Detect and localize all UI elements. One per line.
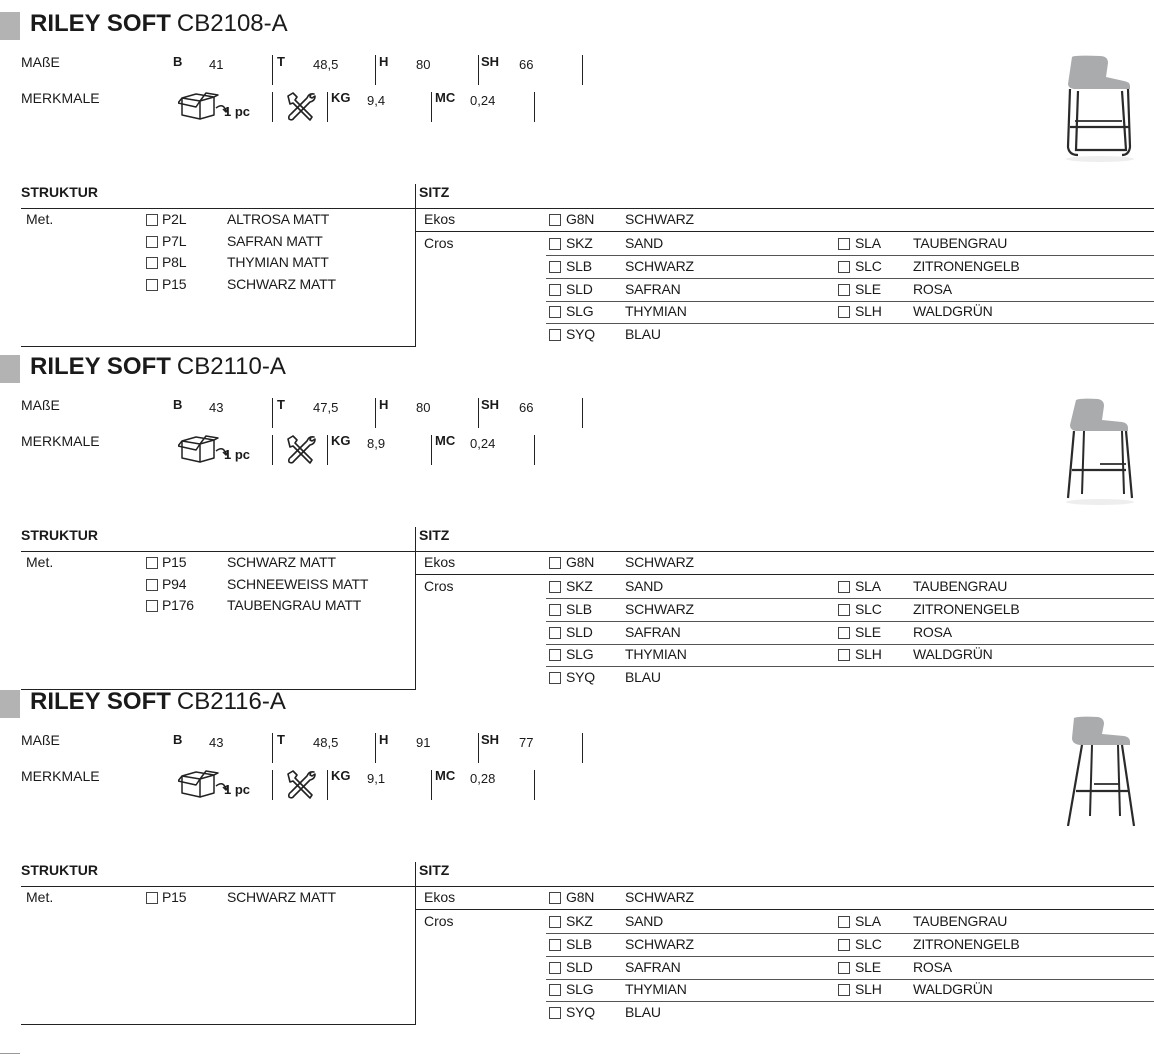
seat-name: WALDGRÜN xyxy=(913,303,993,320)
dim-label-t: T xyxy=(277,397,285,412)
structure-code: P15 xyxy=(162,889,187,905)
seat-code: SLB xyxy=(566,257,592,274)
seat-checkbox[interactable] xyxy=(838,284,850,296)
seat-checkbox[interactable] xyxy=(838,581,850,593)
seat-code: SLE xyxy=(855,623,881,640)
seat-name: BLAU xyxy=(625,669,661,686)
seat-code: G8N xyxy=(566,554,595,570)
kg-value: 9,1 xyxy=(367,771,386,786)
dim-value-sh: 77 xyxy=(519,735,534,750)
dim-value-b: 43 xyxy=(209,400,224,415)
product-name: RILEY SOFT xyxy=(30,353,171,380)
divider xyxy=(478,398,479,428)
seat-name: THYMIAN xyxy=(625,981,687,998)
cros-label: Cros xyxy=(424,913,454,929)
product-title xyxy=(30,10,288,38)
kg-label: KG xyxy=(331,768,351,783)
divider xyxy=(272,398,273,428)
seat-name: THYMIAN xyxy=(625,646,687,663)
struktur-heading: STRUKTUR xyxy=(21,527,98,543)
masse-label: MAßE xyxy=(21,397,60,413)
seat-code: SLA xyxy=(855,913,881,929)
divider xyxy=(582,55,583,85)
ekos-label: Ekos xyxy=(424,211,456,227)
structure-code: P15 xyxy=(162,275,187,292)
seat-code: SLG xyxy=(566,303,594,320)
seat-checkbox[interactable] xyxy=(549,916,561,928)
divider xyxy=(272,435,273,465)
structure-name: SCHNEEWEISS MATT xyxy=(227,575,369,592)
dim-label-sh: SH xyxy=(481,397,500,412)
divider xyxy=(431,435,432,465)
seat-name: ZITRONENGELB xyxy=(913,257,1020,274)
structure-code: P8L xyxy=(162,254,187,270)
seat-name: TAUBENGRAU xyxy=(913,913,1008,929)
seat-code: SLH xyxy=(855,303,882,320)
row-rule xyxy=(546,933,1154,934)
divider xyxy=(272,770,273,800)
seat-name: WALDGRÜN xyxy=(913,646,993,663)
bar-stool-icon xyxy=(1060,55,1140,165)
structure-material: Met. xyxy=(26,211,54,227)
product-section xyxy=(0,690,1154,1030)
seat-code: SLE xyxy=(855,280,881,297)
divider xyxy=(431,92,432,122)
kg-label: KG xyxy=(331,90,351,105)
seat-code: SYQ xyxy=(566,669,595,686)
seat-code: SLD xyxy=(566,623,593,640)
mc-label: MC xyxy=(435,90,456,105)
product-code: CB2110-A xyxy=(176,353,286,380)
seat-name: THYMIAN xyxy=(625,303,687,320)
seat-name: SAND xyxy=(625,235,664,251)
table-header-rule xyxy=(416,886,1154,887)
divider xyxy=(327,435,328,465)
dim-label-b: B xyxy=(173,732,183,747)
seat-code: SLD xyxy=(566,958,593,975)
ekos-label: Ekos xyxy=(424,889,456,905)
structure-name: SAFRAN MATT xyxy=(227,232,323,249)
divider xyxy=(582,733,583,763)
package-count: 1 pc xyxy=(224,104,251,119)
box-icon xyxy=(178,88,228,122)
product-code: CB2108-A xyxy=(176,10,288,37)
structure-checkbox[interactable] xyxy=(146,600,158,612)
tools-icon xyxy=(284,434,318,466)
divider xyxy=(478,55,479,85)
tools-icon xyxy=(284,769,318,801)
seat-code: SLG xyxy=(566,981,594,998)
seat-checkbox[interactable] xyxy=(549,214,561,226)
kg-label: KG xyxy=(331,433,351,448)
merkmale-label: MERKMALE xyxy=(21,90,100,106)
seat-checkbox[interactable] xyxy=(838,238,850,250)
seat-name: SAFRAN xyxy=(625,958,681,975)
seat-code: SYQ xyxy=(566,326,595,343)
dim-value-h: 80 xyxy=(416,57,431,72)
seat-code: SLC xyxy=(855,257,882,274)
structure-name: SCHWARZ MATT xyxy=(227,554,336,570)
divider xyxy=(478,733,479,763)
page-footer-rule xyxy=(0,1053,20,1054)
struktur-heading: STRUKTUR xyxy=(21,184,98,200)
struktur-heading: STRUKTUR xyxy=(21,862,98,878)
table-header-rule xyxy=(416,208,1154,209)
seat-name: TAUBENGRAU xyxy=(913,235,1008,251)
seat-checkbox[interactable] xyxy=(549,557,561,569)
structure-code: P94 xyxy=(162,575,187,592)
row-rule xyxy=(546,979,1154,980)
dim-value-t: 48,5 xyxy=(313,735,339,750)
dim-label-h: H xyxy=(379,397,389,412)
structure-name: TAUBENGRAU MATT xyxy=(227,597,362,613)
mc-value: 0,24 xyxy=(470,436,496,451)
column-divider xyxy=(415,184,416,346)
seat-name: SAND xyxy=(625,913,664,929)
seat-name: WALDGRÜN xyxy=(913,981,993,998)
structure-name: SCHWARZ MATT xyxy=(227,275,336,292)
row-rule xyxy=(546,1001,1154,1002)
seat-code: SLB xyxy=(566,600,592,617)
divider xyxy=(272,55,273,85)
dim-label-h: H xyxy=(379,54,389,69)
seat-checkbox[interactable] xyxy=(838,962,850,974)
seat-checkbox[interactable] xyxy=(838,627,850,639)
product-name: RILEY SOFT xyxy=(30,10,171,37)
seat-checkbox[interactable] xyxy=(549,962,561,974)
seat-name: TAUBENGRAU xyxy=(913,578,1008,594)
mc-value: 0,24 xyxy=(470,93,496,108)
seat-code: G8N xyxy=(566,211,595,227)
product-title xyxy=(30,688,286,716)
structure-name: SCHWARZ MATT xyxy=(227,889,336,905)
seat-checkbox[interactable] xyxy=(549,939,561,951)
seat-checkbox[interactable] xyxy=(549,672,561,684)
sitz-heading: SITZ xyxy=(419,184,450,200)
seat-checkbox[interactable] xyxy=(549,892,561,904)
mc-value: 0,28 xyxy=(470,771,496,786)
seat-code: SKZ xyxy=(566,913,593,929)
structure-code: P7L xyxy=(162,232,187,249)
divider xyxy=(272,92,273,122)
divider xyxy=(534,770,535,800)
seat-name: BLAU xyxy=(625,1004,661,1021)
row-rule xyxy=(546,255,1154,256)
seat-checkbox[interactable] xyxy=(549,604,561,616)
dim-label-b: B xyxy=(173,54,183,69)
seat-code: SKZ xyxy=(566,578,593,594)
kg-value: 9,4 xyxy=(367,93,386,108)
merkmale-label: MERKMALE xyxy=(21,768,100,784)
mc-label: MC xyxy=(435,433,456,448)
row-rule xyxy=(546,301,1154,302)
structure-checkbox[interactable] xyxy=(146,579,158,591)
seat-name: SCHWARZ xyxy=(625,935,694,952)
dim-label-b: B xyxy=(173,397,183,412)
title-marker xyxy=(0,12,20,40)
seat-code: SLG xyxy=(566,646,594,663)
seat-checkbox[interactable] xyxy=(838,939,850,951)
box-icon xyxy=(178,766,228,800)
kg-value: 8,9 xyxy=(367,436,386,451)
product-code: CB2116-A xyxy=(176,688,286,715)
seat-name: SCHWARZ xyxy=(625,257,694,274)
seat-name: ROSA xyxy=(913,958,952,975)
bar-stool-icon xyxy=(1060,398,1140,508)
structure-checkbox[interactable] xyxy=(146,892,158,904)
seat-checkbox[interactable] xyxy=(549,581,561,593)
seat-name: SCHWARZ xyxy=(625,889,694,905)
dim-label-sh: SH xyxy=(481,732,500,747)
structure-checkbox[interactable] xyxy=(146,236,158,248)
seat-code: SLH xyxy=(855,646,882,663)
row-rule xyxy=(546,666,1154,667)
table-bottom-rule xyxy=(21,346,416,347)
row-rule xyxy=(416,909,1154,910)
dim-value-t: 48,5 xyxy=(313,57,339,72)
package-count: 1 pc xyxy=(224,447,251,462)
row-rule xyxy=(546,956,1154,957)
dim-value-b: 41 xyxy=(209,57,224,72)
product-title xyxy=(30,353,286,381)
seat-checkbox[interactable] xyxy=(549,329,561,341)
divider xyxy=(431,770,432,800)
seat-code: G8N xyxy=(566,889,595,905)
seat-code: SLA xyxy=(855,235,881,251)
seat-checkbox[interactable] xyxy=(549,306,561,318)
divider xyxy=(272,733,273,763)
seat-checkbox[interactable] xyxy=(838,604,850,616)
row-rule xyxy=(546,278,1154,279)
divider xyxy=(534,435,535,465)
table-header-rule xyxy=(21,208,416,209)
structure-checkbox[interactable] xyxy=(146,557,158,569)
seat-checkbox[interactable] xyxy=(549,261,561,273)
box-icon xyxy=(178,431,228,465)
divider xyxy=(534,92,535,122)
row-rule xyxy=(416,574,1154,575)
sitz-heading: SITZ xyxy=(419,527,450,543)
dim-label-h: H xyxy=(379,732,389,747)
column-divider xyxy=(415,527,416,689)
seat-checkbox[interactable] xyxy=(549,284,561,296)
dim-value-h: 80 xyxy=(416,400,431,415)
seat-checkbox[interactable] xyxy=(838,261,850,273)
seat-code: SKZ xyxy=(566,235,593,251)
row-rule xyxy=(546,644,1154,645)
divider xyxy=(375,55,376,85)
seat-name: SAFRAN xyxy=(625,280,681,297)
seat-name: ZITRONENGELB xyxy=(913,935,1020,952)
row-rule xyxy=(546,598,1154,599)
dim-label-t: T xyxy=(277,732,285,747)
divider xyxy=(582,398,583,428)
row-rule xyxy=(546,621,1154,622)
seat-code: SLH xyxy=(855,981,882,998)
seat-name: BLAU xyxy=(625,326,661,343)
masse-label: MAßE xyxy=(21,732,60,748)
seat-checkbox[interactable] xyxy=(549,627,561,639)
table-header-rule xyxy=(21,551,416,552)
seat-checkbox[interactable] xyxy=(549,649,561,661)
table-header-rule xyxy=(21,886,416,887)
structure-checkbox[interactable] xyxy=(146,279,158,291)
tools-icon xyxy=(284,91,318,123)
structure-checkbox[interactable] xyxy=(146,257,158,269)
dim-label-t: T xyxy=(277,54,285,69)
seat-checkbox[interactable] xyxy=(549,984,561,996)
structure-code: P176 xyxy=(162,597,194,613)
dim-value-t: 47,5 xyxy=(313,400,339,415)
title-marker xyxy=(0,690,20,718)
package-count: 1 pc xyxy=(224,782,251,797)
structure-material: Met. xyxy=(26,889,54,905)
divider xyxy=(375,733,376,763)
column-divider xyxy=(415,862,416,1024)
dim-value-h: 91 xyxy=(416,735,431,750)
seat-code: SLC xyxy=(855,600,882,617)
row-rule xyxy=(416,231,1154,232)
table-header-rule xyxy=(416,551,1154,552)
structure-checkbox[interactable] xyxy=(146,214,158,226)
dim-value-b: 43 xyxy=(209,735,224,750)
divider xyxy=(375,398,376,428)
seat-name: SAND xyxy=(625,578,664,594)
row-rule xyxy=(546,323,1154,324)
bar-stool-icon xyxy=(1060,716,1140,826)
structure-code: P15 xyxy=(162,554,187,570)
seat-code: SLA xyxy=(855,578,881,594)
mc-label: MC xyxy=(435,768,456,783)
product-name: RILEY SOFT xyxy=(30,688,171,715)
seat-code: SLE xyxy=(855,958,881,975)
seat-checkbox[interactable] xyxy=(549,1007,561,1019)
cros-label: Cros xyxy=(424,235,454,251)
seat-name: SCHWARZ xyxy=(625,211,694,227)
structure-name: THYMIAN MATT xyxy=(227,254,329,270)
title-marker xyxy=(0,355,20,383)
product-section xyxy=(0,12,1154,352)
seat-checkbox[interactable] xyxy=(838,649,850,661)
product-section xyxy=(0,355,1154,695)
seat-name: SCHWARZ xyxy=(625,600,694,617)
sitz-heading: SITZ xyxy=(419,862,450,878)
merkmale-label: MERKMALE xyxy=(21,433,100,449)
dim-value-sh: 66 xyxy=(519,57,534,72)
seat-code: SLB xyxy=(566,935,592,952)
seat-checkbox[interactable] xyxy=(549,238,561,250)
seat-name: ROSA xyxy=(913,280,952,297)
seat-name: ROSA xyxy=(913,623,952,640)
masse-label: MAßE xyxy=(21,54,60,70)
seat-name: SAFRAN xyxy=(625,623,681,640)
cros-label: Cros xyxy=(424,578,454,594)
ekos-label: Ekos xyxy=(424,554,456,570)
seat-name: SCHWARZ xyxy=(625,554,694,570)
structure-material: Met. xyxy=(26,554,54,570)
divider xyxy=(327,770,328,800)
dim-label-sh: SH xyxy=(481,54,500,69)
structure-name: ALTROSA MATT xyxy=(227,211,330,227)
seat-code: SLC xyxy=(855,935,882,952)
divider xyxy=(327,92,328,122)
seat-checkbox[interactable] xyxy=(838,916,850,928)
seat-code: SLD xyxy=(566,280,593,297)
seat-code: SYQ xyxy=(566,1004,595,1021)
table-bottom-rule xyxy=(21,1024,416,1025)
dim-value-sh: 66 xyxy=(519,400,534,415)
structure-code: P2L xyxy=(162,211,187,227)
seat-checkbox[interactable] xyxy=(838,984,850,996)
seat-name: ZITRONENGELB xyxy=(913,600,1020,617)
seat-checkbox[interactable] xyxy=(838,306,850,318)
